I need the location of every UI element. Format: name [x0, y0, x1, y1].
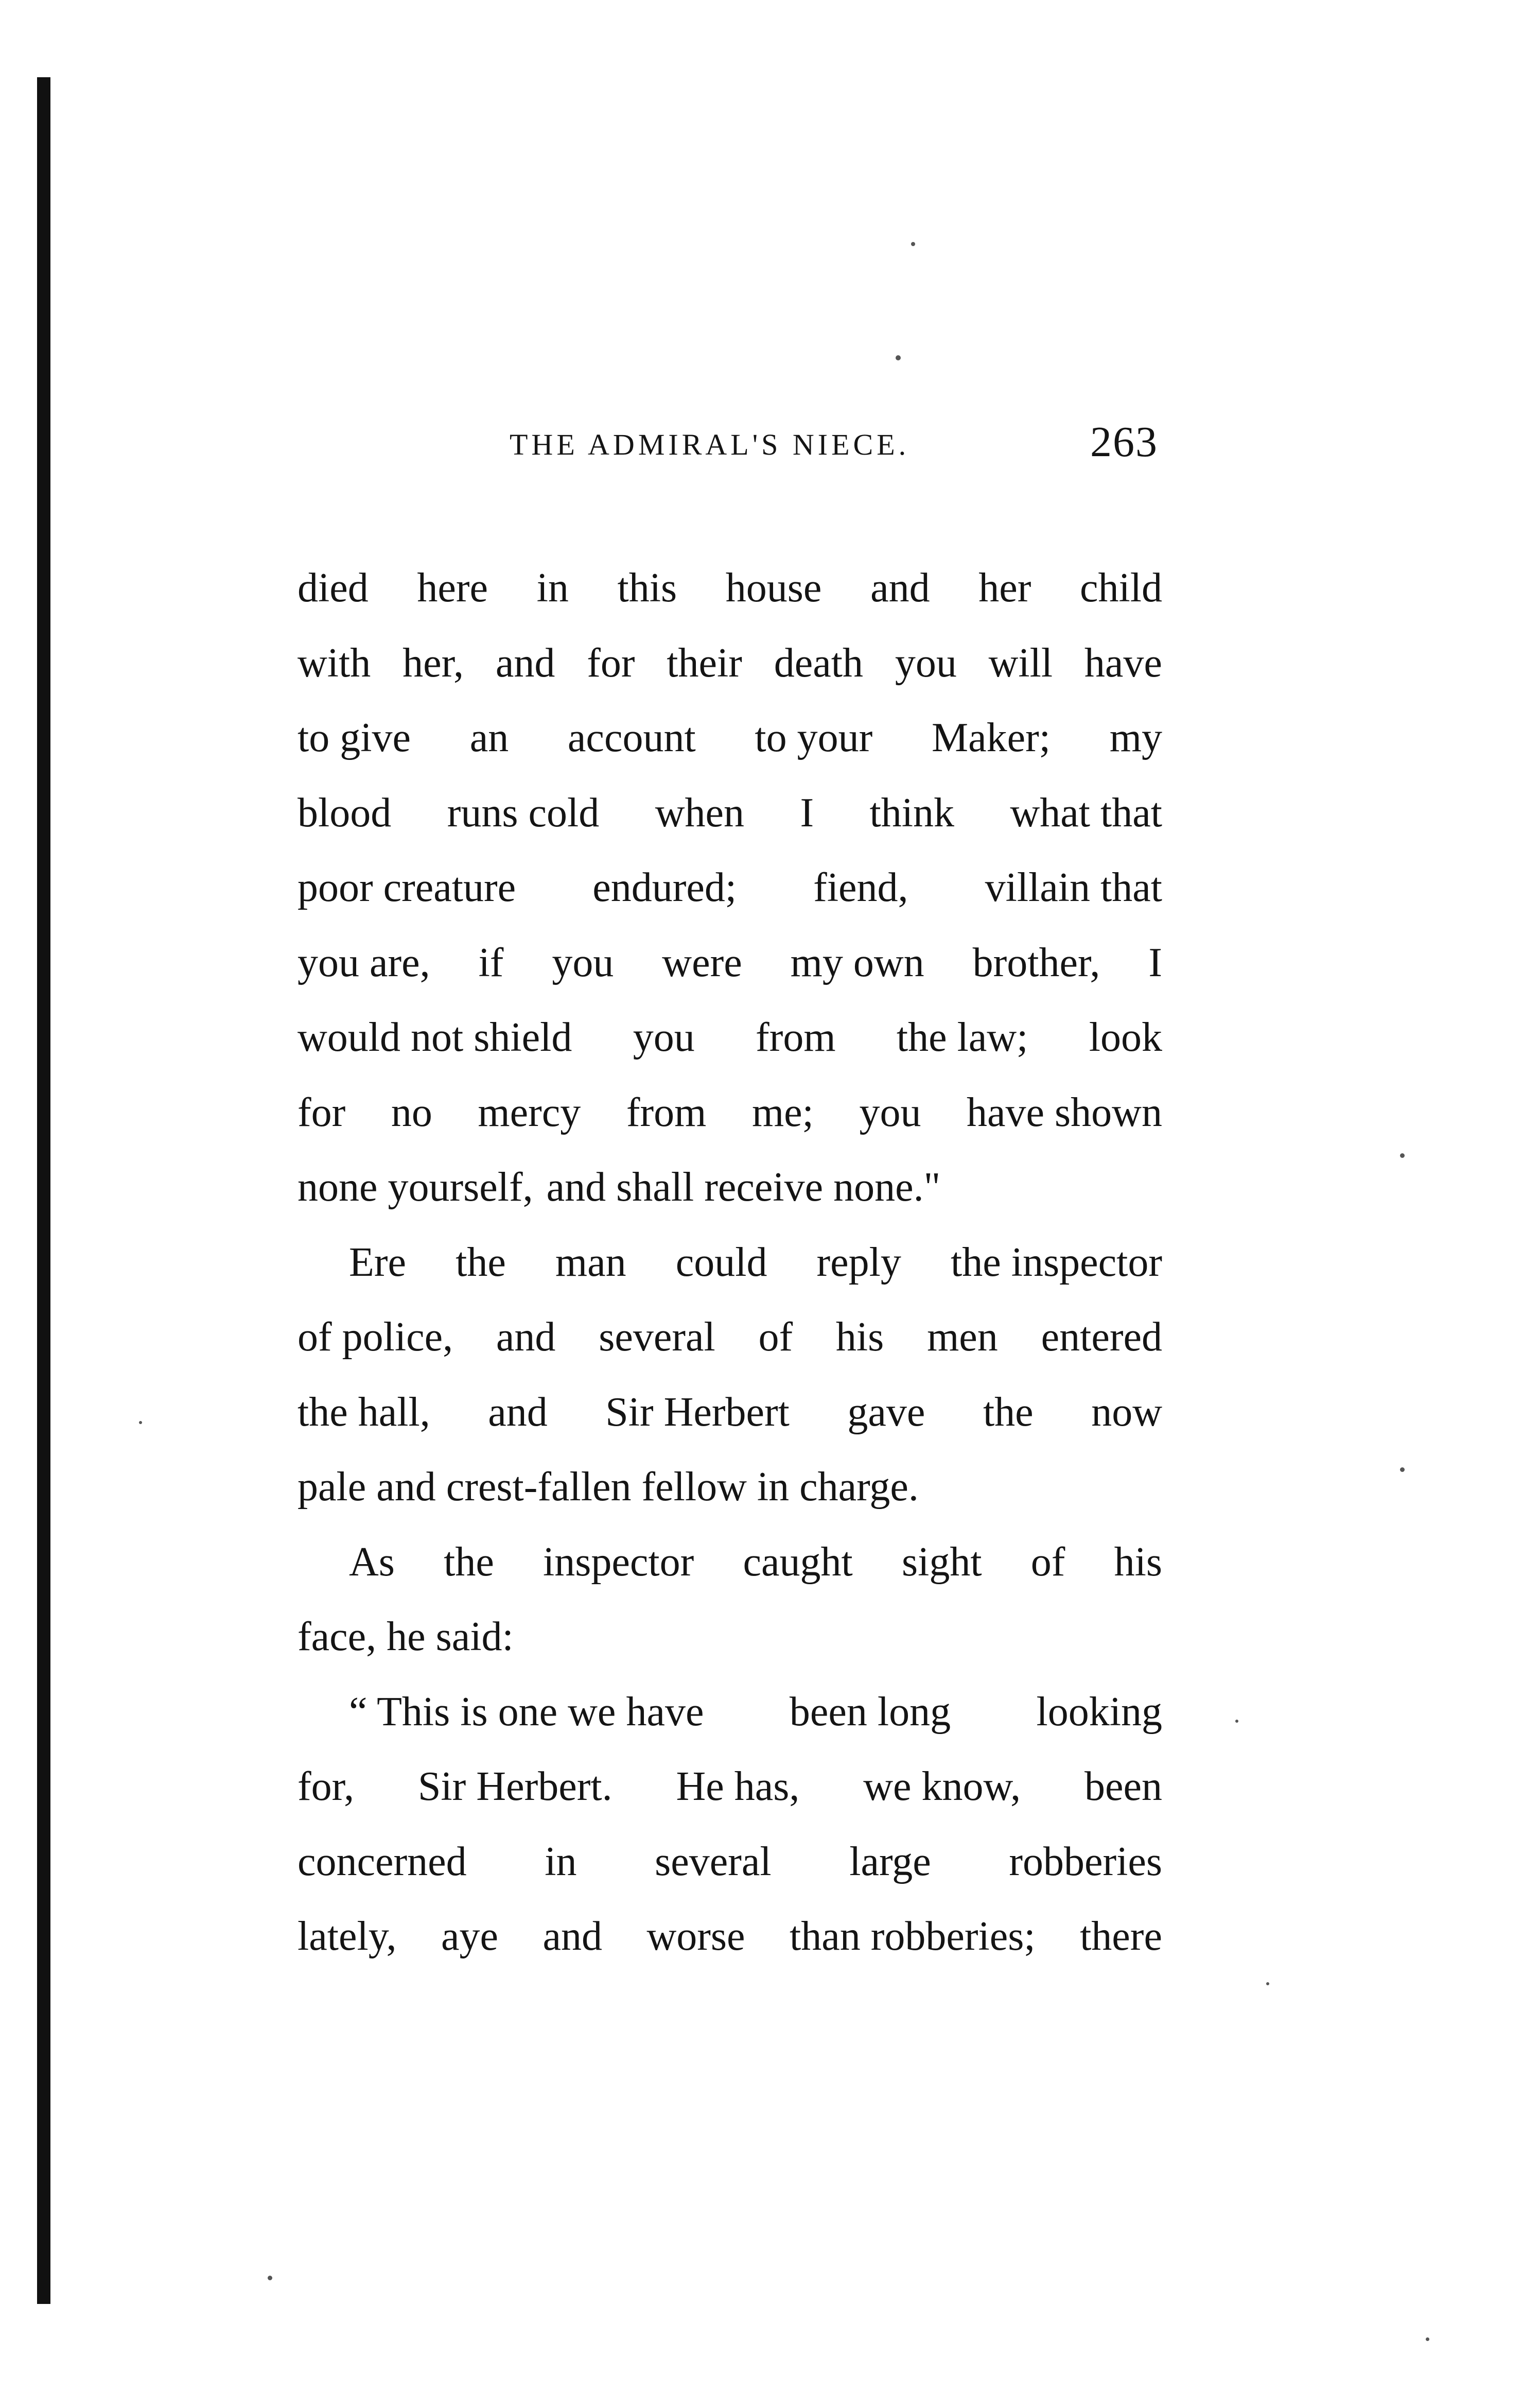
text-word: there [1080, 1914, 1162, 1959]
text-word: of [758, 1314, 793, 1360]
text-word: lately, [297, 1914, 397, 1959]
text-word: the [456, 1239, 506, 1285]
text-word: for [297, 1089, 346, 1135]
text-line [297, 701, 1162, 776]
text-word: you [552, 940, 614, 985]
text-word: for [587, 640, 635, 686]
text-line [297, 626, 1162, 701]
text-line [297, 926, 1162, 1001]
text-word: I [800, 790, 814, 836]
text-word: gave [847, 1389, 925, 1435]
text-word: his [835, 1314, 884, 1360]
text-word: no [391, 1089, 432, 1135]
text-word: what that [1010, 790, 1162, 836]
text-word: several [599, 1314, 715, 1360]
text-word: mercy [478, 1089, 581, 1135]
text-word: in [545, 1839, 577, 1884]
text-line [297, 1450, 1162, 1525]
running-title: THE ADMIRAL'S NIECE. [510, 428, 910, 461]
text-word: me; [751, 1089, 814, 1135]
text-word: think [869, 790, 954, 836]
text-line [297, 1300, 1162, 1375]
text-word: blood [297, 790, 392, 836]
text-word: endured; [592, 865, 737, 910]
text-line [297, 1749, 1162, 1825]
print-speck [1400, 1153, 1405, 1158]
text-word: the law; [896, 1015, 1028, 1060]
text-word: from [626, 1089, 707, 1135]
text-line [297, 1076, 1162, 1151]
text-word: than robberies; [789, 1914, 1036, 1959]
text-word: of police, [297, 1314, 453, 1360]
text-line [297, 1000, 1162, 1076]
text-word: her, [402, 640, 464, 686]
print-speck [139, 1421, 142, 1424]
text-word: caught [743, 1539, 853, 1585]
text-word: we know, [863, 1764, 1021, 1809]
text-word: robberies [1009, 1839, 1162, 1884]
text-word: Ere [349, 1239, 407, 1285]
text-word: Sir Herbert [605, 1389, 790, 1435]
text-word: runs cold [447, 790, 600, 836]
text-word: died [297, 565, 369, 611]
text-word: men [927, 1314, 998, 1360]
text-word: when [655, 790, 744, 836]
text-word: the [983, 1389, 1034, 1435]
text-word: looking [1036, 1689, 1162, 1735]
text-word: account [567, 715, 696, 760]
text-word: and [495, 640, 555, 686]
print-speck [1400, 1467, 1405, 1472]
text-word: Maker; [931, 715, 1051, 760]
print-speck [911, 242, 915, 246]
text-word: concerned [297, 1839, 467, 1884]
text-word: Sir Herbert. [417, 1764, 612, 1809]
text-word: the hall, [297, 1389, 430, 1435]
text-word: to give [297, 715, 411, 760]
text-word: inspector [543, 1539, 694, 1585]
text-word: in [536, 565, 569, 611]
text-line [297, 1899, 1162, 1974]
page-number: 263 [1090, 418, 1158, 466]
text-word: the [444, 1539, 494, 1585]
text-word: her [978, 565, 1031, 611]
text-word: would not shield [297, 1015, 572, 1060]
text-word: will [988, 640, 1053, 686]
text-line [297, 1225, 1162, 1301]
text-word: and [542, 1914, 602, 1959]
body-text [297, 551, 1162, 1974]
print-speck [1266, 1982, 1269, 1985]
text-word: you [633, 1015, 695, 1060]
text-line [297, 1825, 1162, 1900]
text-word: if [478, 940, 504, 985]
text-line [297, 1675, 1162, 1750]
text-word: none yourself, [297, 1165, 533, 1210]
text-word: you [895, 640, 957, 686]
text-word: and [496, 1314, 556, 1360]
text-word: villain that [985, 865, 1162, 910]
text-word: aye [441, 1914, 498, 1959]
text-word: his [1114, 1539, 1162, 1585]
text-word: from [756, 1015, 836, 1060]
text-line [297, 776, 1162, 851]
text-word: several [655, 1839, 772, 1884]
text-word: He has, [676, 1764, 800, 1809]
text-word: have shown [967, 1089, 1162, 1135]
text-line [297, 1375, 1162, 1450]
text-line [297, 551, 1162, 626]
text-word: and [488, 1389, 548, 1435]
text-word: look [1089, 1015, 1162, 1060]
text-word: here [417, 565, 488, 611]
text-word: large [849, 1839, 931, 1884]
text-word: entered [1041, 1314, 1162, 1360]
text-word: child [1080, 565, 1162, 611]
text-word: could [675, 1239, 767, 1285]
text-word: been long [789, 1689, 951, 1735]
text-word: with [297, 640, 371, 686]
text-word: were [662, 940, 742, 985]
text-word: been [1084, 1764, 1162, 1809]
text-word: my [1109, 715, 1162, 760]
text-word: to your [755, 715, 873, 760]
text-word: face, he said: [297, 1614, 514, 1659]
text-word: As [349, 1539, 395, 1585]
text-word: you [859, 1089, 921, 1135]
text-word: man [555, 1239, 626, 1285]
text-line [297, 1600, 1162, 1675]
text-word: an [469, 715, 509, 760]
text-word: “ This is one we have [349, 1689, 704, 1735]
text-line [297, 851, 1162, 926]
text-word: the inspector [950, 1239, 1162, 1285]
text-line [297, 1525, 1162, 1600]
text-word: fiend, [813, 865, 908, 910]
text-word: you are, [297, 940, 430, 985]
text-word: their [667, 640, 742, 686]
text-word: of [1030, 1539, 1065, 1585]
print-speck [268, 2276, 272, 2280]
text-word: I [1148, 940, 1162, 985]
text-word: worse [646, 1914, 745, 1959]
text-word: and shall receive none." [546, 1165, 941, 1210]
text-word: my own [790, 940, 924, 985]
text-word: reply [816, 1239, 901, 1285]
text-word: poor creature [297, 865, 516, 910]
print-speck [1426, 2337, 1429, 2341]
text-word: death [774, 640, 863, 686]
text-word: house [725, 565, 822, 611]
page-header [510, 417, 1158, 469]
print-speck [896, 355, 901, 360]
page-spine-shadow [37, 77, 50, 2304]
text-word: pale and crest-fallen fellow in charge. [297, 1464, 919, 1510]
text-line [297, 1150, 1162, 1225]
text-word: for, [297, 1764, 355, 1809]
text-word: and [870, 565, 930, 611]
print-speck [1235, 1720, 1238, 1723]
text-word: brother, [972, 940, 1100, 985]
text-word: this [617, 565, 677, 611]
text-word: now [1091, 1389, 1162, 1435]
text-word: sight [901, 1539, 982, 1585]
text-word: have [1084, 640, 1162, 686]
